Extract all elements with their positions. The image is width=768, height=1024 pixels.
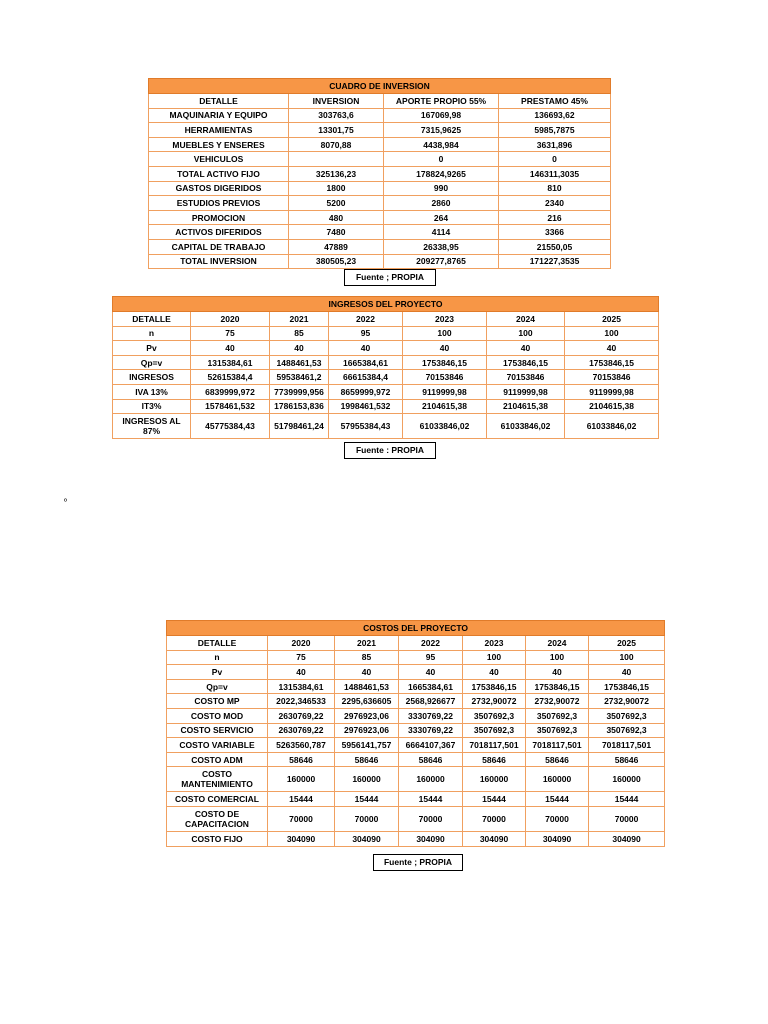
table-cell: 3507692,3 bbox=[463, 723, 526, 738]
table-cell: 304090 bbox=[463, 831, 526, 846]
table-cell: 5985,7875 bbox=[499, 123, 611, 138]
table-cell: 7315,9625 bbox=[384, 123, 499, 138]
table-row bbox=[113, 355, 659, 370]
column-header: 2024 bbox=[487, 312, 565, 327]
table-row bbox=[149, 123, 611, 138]
row-label: HERRAMIENTAS bbox=[149, 123, 289, 138]
table-cell: 70000 bbox=[399, 806, 463, 831]
row-label: COSTO MP bbox=[167, 694, 268, 709]
table-cell: 380505,23 bbox=[289, 254, 384, 269]
table-cell: 1753846,15 bbox=[403, 355, 487, 370]
table-cell: 304090 bbox=[268, 831, 335, 846]
table-cell: 100 bbox=[589, 650, 665, 665]
table-cell: 1998461,532 bbox=[329, 399, 403, 414]
table-cell: 1753846,15 bbox=[565, 355, 659, 370]
table-row bbox=[149, 181, 611, 196]
table-cell: 61033846,02 bbox=[487, 414, 565, 439]
ingresos-table bbox=[112, 296, 659, 439]
stray-mark: º bbox=[64, 497, 67, 506]
table-cell: 1786153,836 bbox=[270, 399, 329, 414]
table-cell: 160000 bbox=[526, 767, 589, 792]
table-cell: 47889 bbox=[289, 239, 384, 254]
column-header: 2021 bbox=[335, 636, 399, 651]
column-header: APORTE PROPIO 55% bbox=[384, 94, 499, 109]
table-cell: 3507692,3 bbox=[463, 708, 526, 723]
table-row bbox=[113, 326, 659, 341]
table-row bbox=[167, 665, 665, 680]
table-cell: 325136,23 bbox=[289, 166, 384, 181]
table-cell: 7018117,501 bbox=[463, 738, 526, 753]
column-header: 2025 bbox=[589, 636, 665, 651]
table-cell: 6664107,367 bbox=[399, 738, 463, 753]
row-label: PROMOCION bbox=[149, 210, 289, 225]
table-cell: 1753846,15 bbox=[487, 355, 565, 370]
table-row bbox=[149, 137, 611, 152]
table-cell: 2732,90072 bbox=[463, 694, 526, 709]
table-cell: 8659999,972 bbox=[329, 384, 403, 399]
table-cell: 303763,6 bbox=[289, 108, 384, 123]
table-cell: 160000 bbox=[335, 767, 399, 792]
table-cell: 100 bbox=[565, 326, 659, 341]
table-cell: 160000 bbox=[268, 767, 335, 792]
table-row bbox=[167, 752, 665, 767]
table-cell: 2732,90072 bbox=[526, 694, 589, 709]
table-cell: 1488461,53 bbox=[335, 679, 399, 694]
table-cell: 2104615,38 bbox=[487, 399, 565, 414]
row-label: COSTO SERVICIO bbox=[167, 723, 268, 738]
row-label: Qp=v bbox=[167, 679, 268, 694]
table-cell: 66615384,4 bbox=[329, 370, 403, 385]
table-cell: 7480 bbox=[289, 225, 384, 240]
table-cell: 1753846,15 bbox=[526, 679, 589, 694]
row-label: MUEBLES Y ENSERES bbox=[149, 137, 289, 152]
table-cell: 2732,90072 bbox=[589, 694, 665, 709]
table-cell: 2976923,06 bbox=[335, 708, 399, 723]
table-cell: 100 bbox=[463, 650, 526, 665]
table-cell: 1578461,532 bbox=[191, 399, 270, 414]
table-cell: 40 bbox=[268, 665, 335, 680]
table-cell: 70000 bbox=[526, 806, 589, 831]
table-cell: 21550,05 bbox=[499, 239, 611, 254]
table-cell: 40 bbox=[403, 341, 487, 356]
table-row bbox=[167, 806, 665, 831]
table-row bbox=[149, 108, 611, 123]
table-cell: 2022,346533 bbox=[268, 694, 335, 709]
row-label: Pv bbox=[167, 665, 268, 680]
row-label: Qp=v bbox=[113, 355, 191, 370]
table-cell: 85 bbox=[335, 650, 399, 665]
row-label: ACTIVOS DIFERIDOS bbox=[149, 225, 289, 240]
table-cell: 3631,896 bbox=[499, 137, 611, 152]
table-cell: 70000 bbox=[268, 806, 335, 831]
table-cell: 8070,88 bbox=[289, 137, 384, 152]
table-cell: 13301,75 bbox=[289, 123, 384, 138]
table-cell: 9119999,98 bbox=[403, 384, 487, 399]
row-label: COSTO COMERCIAL bbox=[167, 792, 268, 807]
table-row bbox=[167, 650, 665, 665]
inversion-table bbox=[148, 78, 611, 269]
table-cell: 304090 bbox=[526, 831, 589, 846]
table-cell: 160000 bbox=[463, 767, 526, 792]
table-cell: 3366 bbox=[499, 225, 611, 240]
ingresos-header-row bbox=[113, 312, 659, 327]
table-cell: 5956141,757 bbox=[335, 738, 399, 753]
table-cell: 5200 bbox=[289, 196, 384, 211]
table-row bbox=[149, 225, 611, 240]
row-label: COSTO MANTENIMIENTO bbox=[167, 767, 268, 792]
inversion-header-row bbox=[149, 94, 611, 109]
table-cell: 9119999,98 bbox=[565, 384, 659, 399]
table-cell: 15444 bbox=[526, 792, 589, 807]
table-cell: 3507692,3 bbox=[526, 708, 589, 723]
table-cell: 6839999,972 bbox=[191, 384, 270, 399]
table-cell: 209277,8765 bbox=[384, 254, 499, 269]
table-cell: 51798461,24 bbox=[270, 414, 329, 439]
table-cell: 0 bbox=[499, 152, 611, 167]
costos-table bbox=[166, 620, 665, 847]
table-row bbox=[149, 254, 611, 269]
table-cell: 52615384,4 bbox=[191, 370, 270, 385]
table-cell: 58646 bbox=[526, 752, 589, 767]
table-cell: 7018117,501 bbox=[589, 738, 665, 753]
column-header: 2020 bbox=[268, 636, 335, 651]
column-header: PRESTAMO 45% bbox=[499, 94, 611, 109]
table-cell: 2630769,22 bbox=[268, 723, 335, 738]
column-header: INVERSION bbox=[289, 94, 384, 109]
table-row bbox=[167, 679, 665, 694]
table-cell: 5263560,787 bbox=[268, 738, 335, 753]
table-cell: 58646 bbox=[589, 752, 665, 767]
row-label: Pv bbox=[113, 341, 191, 356]
table-cell: 40 bbox=[487, 341, 565, 356]
table-cell: 7018117,501 bbox=[526, 738, 589, 753]
costos-title: COSTOS DEL PROYECTO bbox=[167, 621, 665, 636]
table-cell: 58646 bbox=[268, 752, 335, 767]
table-cell: 40 bbox=[191, 341, 270, 356]
table-cell: 2860 bbox=[384, 196, 499, 211]
inversion-source-note: Fuente ; PROPIA bbox=[344, 269, 436, 286]
costos-source-note: Fuente ; PROPIA bbox=[373, 854, 463, 871]
table-row bbox=[167, 831, 665, 846]
column-header: DETALLE bbox=[149, 94, 289, 109]
table-cell: 57955384,43 bbox=[329, 414, 403, 439]
table-cell: 2568,926677 bbox=[399, 694, 463, 709]
row-label: ESTUDIOS PREVIOS bbox=[149, 196, 289, 211]
row-label: COSTO DE CAPACITACION bbox=[167, 806, 268, 831]
table-cell: 480 bbox=[289, 210, 384, 225]
table-cell: 2104615,38 bbox=[403, 399, 487, 414]
table-cell: 40 bbox=[270, 341, 329, 356]
table-cell: 95 bbox=[329, 326, 403, 341]
table-cell: 264 bbox=[384, 210, 499, 225]
column-header: 2025 bbox=[565, 312, 659, 327]
column-header: 2020 bbox=[191, 312, 270, 327]
table-cell: 304090 bbox=[589, 831, 665, 846]
row-label: CAPITAL DE TRABAJO bbox=[149, 239, 289, 254]
table-cell: 167069,98 bbox=[384, 108, 499, 123]
row-label: TOTAL INVERSION bbox=[149, 254, 289, 269]
table-cell: 70000 bbox=[463, 806, 526, 831]
table-cell: 2295,636605 bbox=[335, 694, 399, 709]
ingresos-source-note: Fuente : PROPIA bbox=[344, 442, 436, 459]
table-row bbox=[167, 792, 665, 807]
row-label: IT3% bbox=[113, 399, 191, 414]
table-cell: 40 bbox=[589, 665, 665, 680]
table-cell: 3507692,3 bbox=[526, 723, 589, 738]
column-header: 2021 bbox=[270, 312, 329, 327]
table-cell: 40 bbox=[399, 665, 463, 680]
row-label: COSTO ADM bbox=[167, 752, 268, 767]
table-row bbox=[167, 738, 665, 753]
table-row bbox=[113, 414, 659, 439]
table-cell: 40 bbox=[329, 341, 403, 356]
table-cell: 45775384,43 bbox=[191, 414, 270, 439]
table-cell: 59538461,2 bbox=[270, 370, 329, 385]
table-cell: 75 bbox=[191, 326, 270, 341]
table-cell: 70153846 bbox=[565, 370, 659, 385]
table-cell: 160000 bbox=[399, 767, 463, 792]
table-cell: 40 bbox=[463, 665, 526, 680]
column-header: 2023 bbox=[403, 312, 487, 327]
table-cell: 15444 bbox=[268, 792, 335, 807]
table-cell: 15444 bbox=[399, 792, 463, 807]
table-cell: 40 bbox=[565, 341, 659, 356]
row-label: n bbox=[167, 650, 268, 665]
table-cell: 58646 bbox=[463, 752, 526, 767]
table-cell: 1488461,53 bbox=[270, 355, 329, 370]
table-cell: 7739999,956 bbox=[270, 384, 329, 399]
row-label: COSTO VARIABLE bbox=[167, 738, 268, 753]
table-row bbox=[149, 210, 611, 225]
table-cell: 70000 bbox=[589, 806, 665, 831]
row-label: GASTOS DIGERIDOS bbox=[149, 181, 289, 196]
table-cell: 304090 bbox=[335, 831, 399, 846]
row-label: TOTAL ACTIVO FIJO bbox=[149, 166, 289, 181]
table-row bbox=[149, 166, 611, 181]
table-cell: 3507692,3 bbox=[589, 723, 665, 738]
table-cell: 3330769,22 bbox=[399, 723, 463, 738]
table-cell: 58646 bbox=[335, 752, 399, 767]
table-cell: 2630769,22 bbox=[268, 708, 335, 723]
table-cell: 75 bbox=[268, 650, 335, 665]
table-cell: 810 bbox=[499, 181, 611, 196]
table-cell: 1665384,61 bbox=[329, 355, 403, 370]
table-cell: 4114 bbox=[384, 225, 499, 240]
table-cell: 100 bbox=[526, 650, 589, 665]
table-cell: 4438,984 bbox=[384, 137, 499, 152]
table-cell: 61033846,02 bbox=[565, 414, 659, 439]
table-cell: 40 bbox=[526, 665, 589, 680]
costos-header-row bbox=[167, 636, 665, 651]
table-cell: 1753846,15 bbox=[589, 679, 665, 694]
inversion-title: CUADRO DE INVERSION bbox=[149, 79, 611, 94]
row-label: COSTO FIJO bbox=[167, 831, 268, 846]
table-row bbox=[167, 723, 665, 738]
table-cell: 178824,9265 bbox=[384, 166, 499, 181]
table-cell: 26338,95 bbox=[384, 239, 499, 254]
table-row bbox=[149, 239, 611, 254]
table-row bbox=[167, 767, 665, 792]
row-label: VEHICULOS bbox=[149, 152, 289, 167]
column-header: 2023 bbox=[463, 636, 526, 651]
column-header: DETALLE bbox=[167, 636, 268, 651]
table-row bbox=[149, 196, 611, 211]
table-cell: 1665384,61 bbox=[399, 679, 463, 694]
table-cell: 1753846,15 bbox=[463, 679, 526, 694]
row-label: n bbox=[113, 326, 191, 341]
table-row bbox=[113, 370, 659, 385]
table-cell: 15444 bbox=[335, 792, 399, 807]
table-cell: 100 bbox=[487, 326, 565, 341]
table-row bbox=[149, 152, 611, 167]
table-cell: 216 bbox=[499, 210, 611, 225]
table-cell: 100 bbox=[403, 326, 487, 341]
table-cell: 0 bbox=[384, 152, 499, 167]
table-row bbox=[167, 694, 665, 709]
row-label: INGRESOS AL 87% bbox=[113, 414, 191, 439]
row-label: MAQUINARIA Y EQUIPO bbox=[149, 108, 289, 123]
table-cell: 3507692,3 bbox=[589, 708, 665, 723]
table-row bbox=[113, 384, 659, 399]
column-header: 2022 bbox=[329, 312, 403, 327]
table-cell: 1315384,61 bbox=[191, 355, 270, 370]
column-header: DETALLE bbox=[113, 312, 191, 327]
table-cell: 3330769,22 bbox=[399, 708, 463, 723]
table-cell: 1800 bbox=[289, 181, 384, 196]
table-cell: 2340 bbox=[499, 196, 611, 211]
row-label: COSTO MOD bbox=[167, 708, 268, 723]
table-row bbox=[113, 399, 659, 414]
column-header: 2022 bbox=[399, 636, 463, 651]
table-cell: 70000 bbox=[335, 806, 399, 831]
table-cell: 1315384,61 bbox=[268, 679, 335, 694]
table-cell: 85 bbox=[270, 326, 329, 341]
table-cell: 171227,3535 bbox=[499, 254, 611, 269]
ingresos-title: INGRESOS DEL PROYECTO bbox=[113, 297, 659, 312]
table-cell: 990 bbox=[384, 181, 499, 196]
row-label: INGRESOS bbox=[113, 370, 191, 385]
table-cell: 9119999,98 bbox=[487, 384, 565, 399]
table-cell: 2104615,38 bbox=[565, 399, 659, 414]
table-cell: 61033846,02 bbox=[403, 414, 487, 439]
table-cell: 70153846 bbox=[403, 370, 487, 385]
table-cell: 58646 bbox=[399, 752, 463, 767]
table-cell: 40 bbox=[335, 665, 399, 680]
table-row bbox=[113, 341, 659, 356]
table-cell: 146311,3035 bbox=[499, 166, 611, 181]
table-cell: 160000 bbox=[589, 767, 665, 792]
row-label: IVA 13% bbox=[113, 384, 191, 399]
column-header: 2024 bbox=[526, 636, 589, 651]
table-cell: 70153846 bbox=[487, 370, 565, 385]
table-cell bbox=[289, 152, 384, 167]
table-cell: 304090 bbox=[399, 831, 463, 846]
table-cell: 95 bbox=[399, 650, 463, 665]
table-cell: 136693,62 bbox=[499, 108, 611, 123]
table-cell: 15444 bbox=[589, 792, 665, 807]
table-cell: 15444 bbox=[463, 792, 526, 807]
table-row bbox=[167, 708, 665, 723]
table-cell: 2976923,06 bbox=[335, 723, 399, 738]
